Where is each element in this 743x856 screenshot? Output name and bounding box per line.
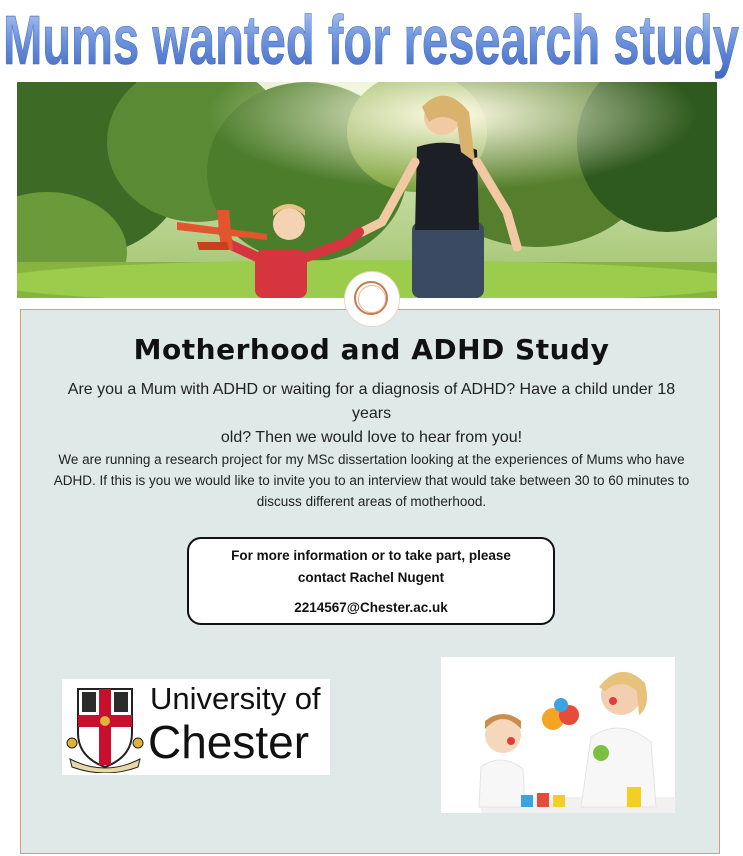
description-line: We are running a research project for my MSc dissertation looking at the experiences of Mums who have <box>58 452 685 467</box>
contact-box <box>187 537 555 625</box>
painting-photo <box>441 657 675 813</box>
university-logo <box>62 679 330 775</box>
description-line: ADHD. If this is you we would like to invite you to an interview that would take between 30 to 60 minutes to <box>53 473 690 488</box>
headline-text: Mums wanted for research study <box>3 1 740 79</box>
study-title: Motherhood and ADHD Study <box>133 333 610 366</box>
logo-line-2: Chester <box>148 716 310 768</box>
intro-line: old? Then we would love to hear from you! <box>220 429 523 446</box>
contact-email[interactable]: 2214567@Chester.ac.uk <box>294 600 448 615</box>
university-crest-icon <box>66 681 144 773</box>
description-line: discuss different areas of motherhood. <box>256 494 487 509</box>
contact-name: contact Rachel Nugent <box>297 570 445 585</box>
banner-headline <box>0 0 743 80</box>
study-description <box>30 449 713 512</box>
logo-line-1: University of <box>150 681 321 716</box>
intro-line: Are you a Mum with ADHD or waiting for a diagnosis of ADHD? Have a child under 18 years <box>67 381 676 422</box>
intro-text <box>50 378 693 450</box>
hero-photo <box>17 82 717 298</box>
contact-line: For more information or to take part, please <box>231 548 511 563</box>
circle-ornament-icon <box>345 272 399 326</box>
